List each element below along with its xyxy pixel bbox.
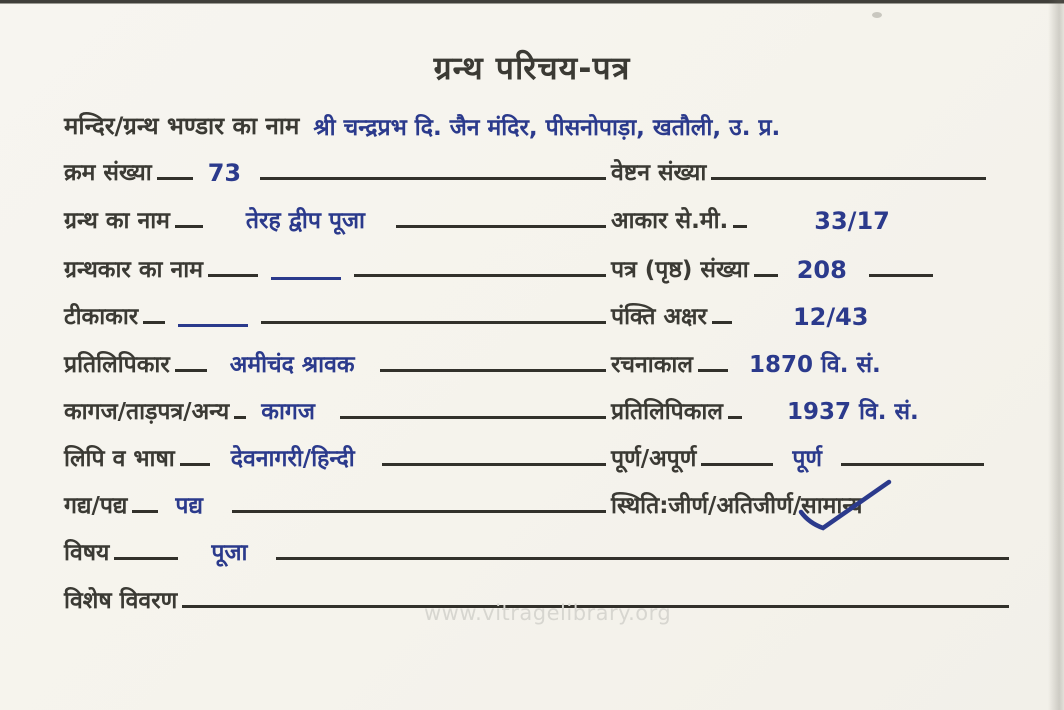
field-value-handwritten: देवनागरी/हिन्दी — [230, 446, 355, 473]
fill-line — [175, 369, 207, 372]
field-value-handwritten: 1937 वि. सं. — [786, 399, 919, 426]
fill-line — [841, 463, 984, 466]
field-label: पंक्ति अक्षर — [611, 304, 707, 331]
scan-smudge — [872, 12, 882, 18]
fill-line — [180, 463, 210, 466]
field-value-handwritten: कागज — [261, 399, 315, 426]
scan-edge-top — [0, 0, 1064, 4]
header-row — [64, 102, 1044, 142]
field-condition — [611, 492, 1014, 521]
fill-line — [157, 177, 193, 180]
field-manuscript-name — [64, 207, 611, 236]
field-label: ग्रन्थकार का नाम — [64, 257, 203, 284]
field-label: प्रतिलिपिकार — [64, 352, 170, 379]
fill-line — [208, 274, 258, 277]
field-label: विषय — [64, 540, 110, 567]
field-row-name-and-size — [64, 198, 1014, 236]
empty-entry-dash — [271, 277, 341, 280]
field-bundle-number — [611, 159, 1014, 188]
field-composition-date — [611, 351, 1014, 380]
fill-line — [396, 225, 606, 228]
field-label: आकार से.मी. — [611, 208, 729, 235]
page-title: ग्रन्थ परिचय-पत्र — [433, 49, 631, 87]
fill-line — [711, 177, 986, 180]
field-lines-characters — [611, 302, 1014, 332]
fill-line — [733, 225, 747, 228]
fill-line — [728, 416, 742, 419]
field-row-scribe-and-composition — [64, 342, 1014, 380]
field-author-name — [64, 256, 611, 285]
fill-line — [754, 274, 778, 277]
field-value-handwritten: 12/43 — [792, 303, 869, 331]
field-value-handwritten: 33/17 — [814, 207, 890, 235]
field-leaf-count — [611, 255, 1014, 285]
watermark-text: www.vitragelibrary.org — [424, 601, 672, 625]
field-label: ग्रन्थ का नाम — [64, 208, 170, 235]
field-copy-date — [611, 398, 1014, 427]
field-label: पत्र (पृष्ठ) संख्या — [611, 257, 749, 284]
fill-line — [698, 369, 728, 372]
field-scribe — [64, 351, 611, 380]
field-row-material-and-copydate — [64, 389, 1014, 427]
condition-marked-option — [801, 492, 862, 521]
field-size-cm — [611, 206, 1014, 236]
field-value-handwritten: पूजा — [211, 540, 248, 567]
field-label: रचनाकाल — [611, 352, 693, 379]
fill-line — [382, 463, 606, 466]
field-row-serial-and-bundle — [64, 150, 1014, 188]
scan-edge-right — [1048, 0, 1064, 710]
field-value-handwritten: 73 — [207, 159, 242, 187]
field-value-handwritten: 208 — [796, 256, 847, 284]
field-row-author-and-leaves — [64, 247, 1014, 285]
fill-line — [712, 321, 732, 324]
fill-line — [340, 416, 606, 419]
field-label: टीकाकार — [64, 304, 139, 331]
fill-line — [354, 274, 606, 277]
field-label: पूर्ण/अपूर्ण — [611, 446, 697, 473]
field-value-handwritten: तेरह द्वीप पूजा — [245, 208, 365, 235]
fill-line — [380, 369, 606, 372]
field-value-handwritten: 1870 वि. सं. — [748, 352, 881, 379]
field-commentator — [64, 303, 611, 332]
field-row-commentator-and-lines — [64, 294, 1014, 332]
fill-line — [232, 510, 606, 513]
field-row-script-and-completeness — [64, 436, 1014, 474]
field-label: वेष्टन संख्या — [611, 160, 707, 187]
field-complete-incomplete — [611, 445, 1014, 474]
field-script-language — [64, 445, 611, 474]
field-row-prose-and-condition — [64, 483, 1014, 521]
fill-line — [261, 321, 606, 324]
field-row-subject — [64, 530, 1014, 568]
fill-line — [260, 177, 606, 180]
field-label: लिपि व भाषा — [64, 446, 175, 473]
fill-line — [234, 416, 246, 419]
field-material — [64, 398, 611, 427]
field-prose-verse — [64, 492, 611, 521]
fill-line — [701, 463, 773, 466]
header-label: मन्दिर/ग्रन्थ भण्डार का नाम — [64, 112, 300, 140]
field-label: स्थिति:जीर्ण/अतिजीर्ण/ — [611, 493, 802, 520]
header-value-handwritten: श्री चन्द्रप्रभ दि. जैन मंदिर, पीसनोपाड़ा, खतौली, उ. प्र. — [313, 115, 781, 141]
fill-line — [276, 557, 1009, 560]
field-label: कागज/ताड़पत्र/अन्य — [64, 399, 230, 426]
fill-line — [143, 321, 165, 324]
field-label: क्रम संख्या — [64, 160, 152, 187]
fill-line — [114, 557, 178, 560]
field-value-handwritten: पद्य — [175, 493, 203, 520]
field-label: सामान्य — [801, 493, 863, 520]
empty-entry-dash — [178, 324, 248, 327]
field-value-handwritten: अमीचंद श्रावक — [229, 352, 355, 379]
field-label: प्रतिलिपिकाल — [611, 399, 723, 426]
field-label: गद्य/पद्य — [64, 493, 128, 520]
fill-line — [175, 225, 203, 228]
field-label: विशेष विवरण — [64, 588, 178, 615]
field-serial-number — [64, 158, 611, 188]
fill-line — [869, 274, 933, 277]
fill-line — [132, 510, 158, 513]
field-value-handwritten: पूर्ण — [792, 446, 823, 473]
